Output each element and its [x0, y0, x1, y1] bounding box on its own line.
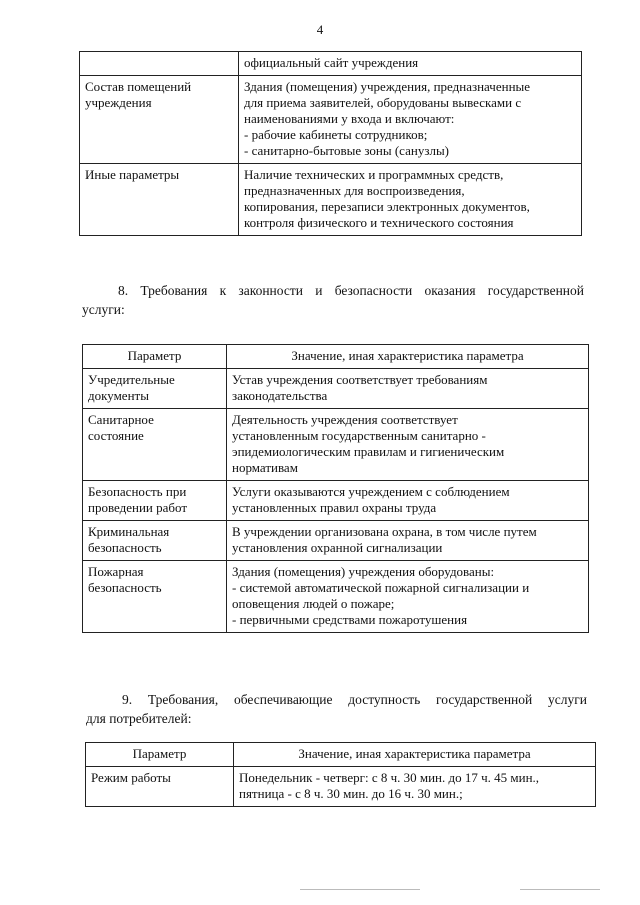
value-cell — [234, 767, 596, 807]
value-line: пятница - с 8 ч. 30 мин. до 16 ч. 30 мин.; — [239, 786, 463, 801]
section-9-line: для потребителей: — [86, 711, 192, 726]
param-line: безопасность — [88, 540, 162, 555]
param-cell — [86, 767, 234, 807]
value-line: предназначенных для воспроизведения, — [244, 183, 465, 198]
param-cell — [80, 164, 239, 236]
param-cell — [83, 521, 227, 561]
value-line: законодательства — [232, 388, 328, 403]
param-cell — [80, 76, 239, 164]
table-row — [83, 369, 589, 409]
value-line: - рабочие кабинеты сотрудников; — [244, 127, 428, 142]
value-cell — [239, 164, 582, 236]
table-row — [83, 561, 589, 633]
table-header-row — [86, 743, 596, 767]
param-line: Пожарная — [88, 564, 144, 579]
value-line: - системой автоматической пожарной сигнализации и — [232, 580, 530, 595]
header-value-cell: Значение, иная характеристика параметра — [234, 743, 596, 767]
param-line: Безопасность при — [88, 484, 187, 499]
premises-parameters-table — [79, 51, 582, 236]
section-8-heading — [82, 281, 584, 319]
value-cell — [227, 409, 589, 481]
value-line: контроля физического и технического состояния — [244, 215, 514, 230]
param-line: Режим работы — [91, 770, 171, 785]
value-cell — [227, 561, 589, 633]
value-line: Услуги оказываются учреждением с соблюдением — [232, 484, 510, 499]
value-line: установленным государственным санитарно - — [232, 428, 486, 443]
value-cell — [227, 481, 589, 521]
scan-artifact-line — [520, 889, 600, 890]
table-row — [80, 76, 582, 164]
value-line: Наличие технических и программных средств, — [244, 167, 504, 182]
value-line: Здания (помещения) учреждения, предназначенные — [244, 79, 531, 94]
param-line: Состав помещений — [85, 79, 192, 94]
section-9-line: 9. Требования, обеспечивающие доступность государственной услуги — [122, 692, 587, 707]
value-cell — [239, 76, 582, 164]
param-line: безопасность — [88, 580, 162, 595]
param-cell — [83, 481, 227, 521]
param-cell — [83, 369, 227, 409]
value-line: установления охранной сигнализации — [232, 540, 443, 555]
table-row — [83, 481, 589, 521]
param-line: Криминальная — [88, 524, 170, 539]
value-line: Понедельник - четверг: с 8 ч. 30 мин. до 17 ч. 45 мин., — [239, 770, 540, 785]
table-row — [86, 767, 596, 807]
value-line: для приема заявителей, оборудованы вывесками с — [244, 95, 522, 110]
param-line: состояние — [88, 428, 144, 443]
page-number: 4 — [316, 22, 324, 37]
value-line: Деятельность учреждения соответствует — [232, 412, 458, 427]
param-line: Санитарное — [88, 412, 154, 427]
table-header-row — [83, 345, 589, 369]
value-cell — [227, 369, 589, 409]
section-9-heading — [86, 690, 587, 728]
value-line: эпидемиологическим правилам и гигиеническим — [232, 444, 505, 459]
section-8-line: услуги: — [82, 302, 125, 317]
param-line: проведении работ — [88, 500, 188, 515]
value-cell — [239, 52, 582, 76]
value-line: В учреждении организована охрана, в том числе путем — [232, 524, 537, 539]
param-line: учреждения — [85, 95, 152, 110]
table-row — [80, 52, 582, 76]
section-8-line: 8. Требования к законности и безопасности оказания государственной — [118, 283, 584, 298]
value-cell — [227, 521, 589, 561]
value-line: наименованиями у входа и включают: — [244, 111, 455, 126]
header-value-cell: Значение, иная характеристика параметра — [227, 345, 589, 369]
param-line: Иные параметры — [85, 167, 180, 182]
table-row — [80, 164, 582, 236]
param-cell — [83, 561, 227, 633]
value-line: Устав учреждения соответствует требованиям — [232, 372, 488, 387]
param-cell — [80, 52, 239, 76]
value-line: - первичными средствами пожаротушения — [232, 612, 468, 627]
value-line: копирования, перезаписи электронных документов, — [244, 199, 530, 214]
param-line: Учредительные — [88, 372, 175, 387]
accessibility-table — [85, 742, 596, 807]
scan-artifact-line — [300, 889, 420, 890]
value-line: официальный сайт учреждения — [244, 55, 419, 70]
header-param-cell: Параметр — [86, 743, 234, 767]
legality-safety-table — [82, 344, 589, 633]
table-row — [83, 521, 589, 561]
param-cell — [83, 409, 227, 481]
value-line: нормативам — [232, 460, 298, 475]
value-line: Здания (помещения) учреждения оборудованы: — [232, 564, 495, 579]
value-line: оповещения людей о пожаре; — [232, 596, 395, 611]
param-line: документы — [88, 388, 149, 403]
value-line: установленных правил охраны труда — [232, 500, 437, 515]
value-line: - санитарно-бытовые зоны (санузлы) — [244, 143, 450, 158]
table-row — [83, 409, 589, 481]
header-param-cell: Параметр — [83, 345, 227, 369]
